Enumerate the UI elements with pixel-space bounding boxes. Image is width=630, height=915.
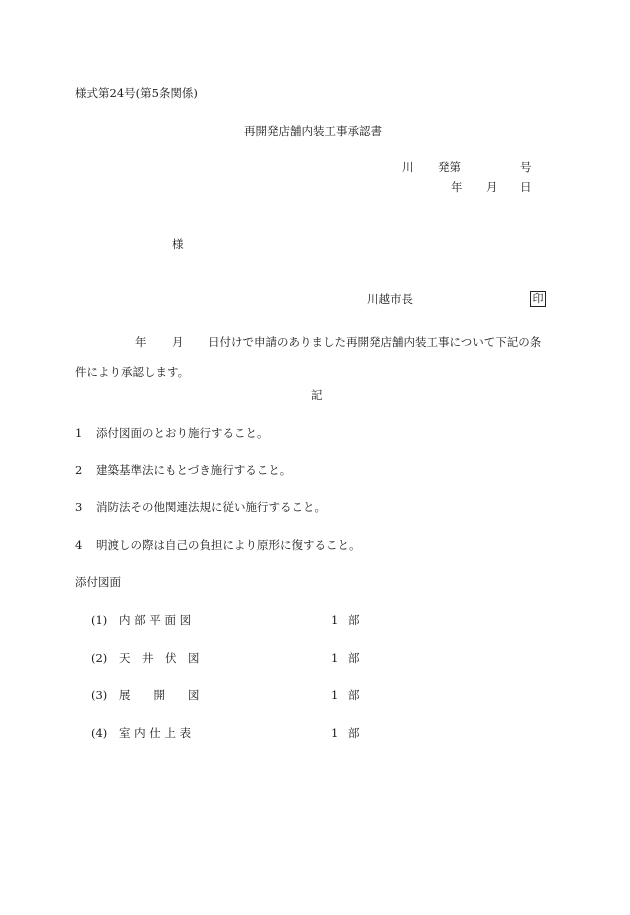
addressee-suffix: 様 [172, 237, 184, 251]
attachment-name: 展 開 図 [119, 688, 200, 702]
body-line-2: 件により承認します。 [75, 365, 190, 379]
attachment-quantity: 1 [331, 726, 339, 740]
attachment-number: (4) [91, 726, 108, 740]
attachment-name: 天 井 伏 図 [119, 651, 200, 665]
date-month: 月 [486, 180, 498, 194]
attachment-name: 室 内 仕 上 表 [119, 726, 192, 740]
form-number: 様式第24号(第5条関係) [75, 86, 198, 100]
attachment-unit: 部 [348, 613, 360, 627]
date-year: 年 [451, 180, 463, 194]
attachment-number: (3) [91, 688, 108, 702]
attachment-number: (2) [91, 651, 108, 665]
attachment-quantity: 1 [331, 613, 339, 627]
ki-heading: 記 [311, 388, 323, 402]
condition-text: 明渡しの際は自己の負担により原形に復すること。 [96, 538, 361, 552]
doc-number-go: 号 [520, 160, 532, 174]
condition-text: 建築基準法にもとづき施行すること。 [96, 463, 292, 477]
attachment-unit: 部 [348, 688, 360, 702]
condition-number: 2 [75, 463, 83, 477]
body-line-1: 日付けで申請のありました再開発店舗内装工事について下記の条 [208, 335, 542, 349]
attachment-quantity: 1 [331, 688, 339, 702]
seal-mark: 印 [530, 291, 546, 307]
attachments-heading: 添付図面 [75, 575, 121, 589]
condition-text: 消防法その他関連法規に従い施行すること。 [96, 500, 326, 514]
condition-text: 添付図面のとおり施行すること。 [96, 426, 269, 440]
attachment-quantity: 1 [331, 651, 339, 665]
doc-number-hatsu: 発第 [438, 160, 461, 174]
body-month: 月 [172, 335, 184, 349]
document-title: 再開発店舗内装工事承認書 [244, 124, 382, 138]
issuer-name: 川越市長 [367, 292, 413, 306]
attachment-unit: 部 [348, 726, 360, 740]
body-year: 年 [135, 335, 147, 349]
attachment-name: 内 部 平 面 図 [119, 613, 192, 627]
condition-number: 1 [75, 426, 83, 440]
condition-number: 3 [75, 500, 83, 514]
date-day: 日 [520, 180, 532, 194]
doc-number-kawa: 川 [402, 160, 414, 174]
condition-number: 4 [75, 538, 83, 552]
attachment-unit: 部 [348, 651, 360, 665]
attachment-number: (1) [91, 613, 108, 627]
